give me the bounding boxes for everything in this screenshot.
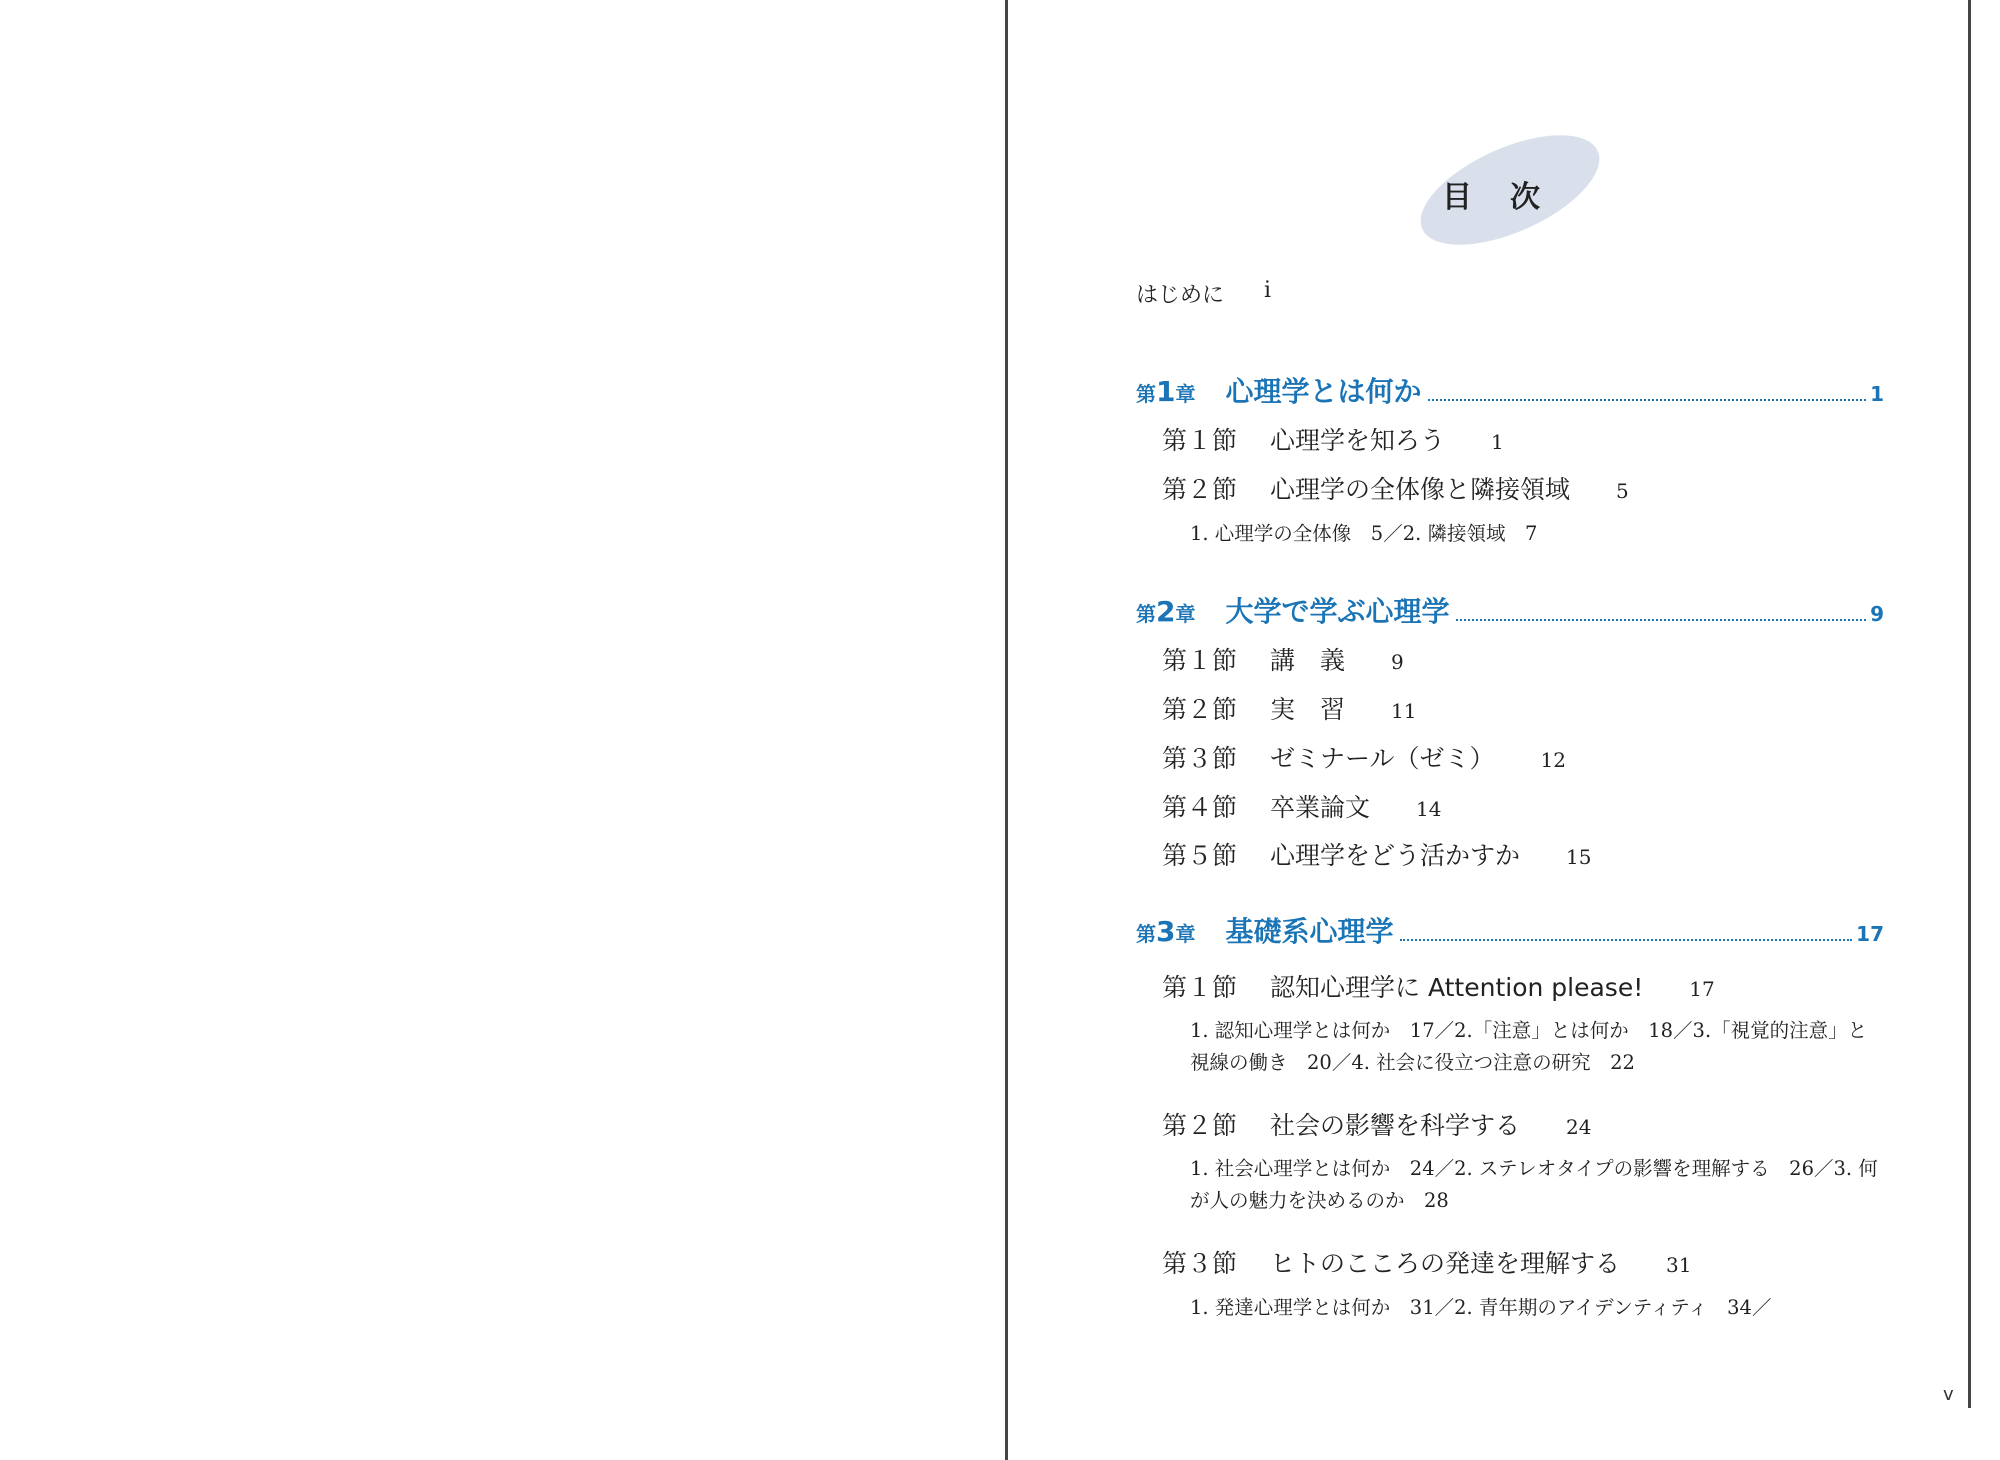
section-title: 卒業論文 (1270, 793, 1371, 822)
section-title: ヒトのこころの発達を理解する (1270, 1249, 1621, 1278)
section-page: 14 (1416, 797, 1442, 821)
section-label: 第１節 (1162, 973, 1238, 1002)
chapter-1-heading (1136, 370, 1884, 410)
section-page: 24 (1566, 1115, 1592, 1139)
section-entry (1162, 470, 1629, 504)
page-number: v (1943, 1384, 1954, 1405)
toc-title: 目 次 (1442, 180, 1544, 215)
section-title: 実 習 (1270, 695, 1346, 724)
section-entry (1162, 690, 1416, 724)
toc-entry-intro (1136, 278, 1271, 306)
section-title: 講 義 (1270, 646, 1346, 675)
section-label: 第５節 (1162, 841, 1238, 870)
section-page: 31 (1666, 1253, 1692, 1277)
subsection-list: 1. 社会心理学とは何か 24／2. ステレオタイプの影響を理解する 26／3. 何が人の魅力を決めるのか 28 (1190, 1157, 1878, 1212)
subsection-list: 1. 発達心理学とは何か 31／2. 青年期のアイデンティティ 34／ (1190, 1296, 1772, 1319)
section-page: 9 (1391, 650, 1404, 674)
section-title: 心理学を知ろう (1270, 426, 1446, 455)
section-label: 第４節 (1162, 793, 1238, 822)
section-entry (1162, 421, 1504, 455)
section-label: 第１節 (1162, 426, 1238, 455)
chapter-page: 1 (1870, 382, 1884, 406)
intro-label: はじめに (1136, 283, 1225, 308)
section-page: 1 (1491, 430, 1504, 454)
intro-page: i (1264, 278, 1272, 303)
section-label: 第２節 (1162, 475, 1238, 504)
section-entry (1162, 739, 1566, 773)
section-label: 第２節 (1162, 695, 1238, 724)
section-entry (1162, 1106, 1591, 1140)
section-page: 5 (1616, 479, 1629, 503)
subsection-list: 1. 認知心理学とは何か 17／2.「注意」とは何か 18／3.「視覚的注意」と視線の働き 20／4. 社会に役立つ注意の研究 22 (1190, 1019, 1868, 1074)
chapter-title: 大学で学ぶ心理学 (1225, 595, 1450, 628)
chapter-title: 心理学とは何か (1225, 375, 1422, 408)
section-entry (1162, 641, 1404, 675)
leader-dots (1428, 399, 1867, 401)
page-edge-rule-right (1968, 0, 1971, 1408)
section-entry (1162, 968, 1715, 1002)
section-label: 第１節 (1162, 646, 1238, 675)
section-label: 第３節 (1162, 744, 1238, 773)
section-entry (1162, 788, 1441, 822)
leader-dots (1456, 619, 1867, 621)
section-title: 認知心理学に Attention please! (1270, 973, 1644, 1002)
chapter-title: 基礎系心理学 (1225, 915, 1394, 948)
chapter-number: 第1章 (1136, 375, 1196, 408)
section-title: 社会の影響を科学する (1270, 1111, 1521, 1140)
section-page: 11 (1391, 699, 1417, 723)
section-page: 12 (1540, 748, 1566, 772)
chapter-page: 9 (1870, 602, 1884, 626)
chapter-number: 第2章 (1136, 595, 1196, 628)
section-page: 15 (1566, 845, 1592, 869)
leader-dots (1400, 939, 1853, 941)
section-title: ゼミナール（ゼミ） (1270, 744, 1495, 773)
section-label: 第３節 (1162, 1249, 1238, 1278)
subsection-list: 1. 心理学の全体像 5／2. 隣接領域 7 (1190, 522, 1538, 545)
chapter-3-heading (1136, 910, 1884, 950)
section-entry (1162, 1244, 1691, 1278)
section-entry (1162, 836, 1591, 870)
section-title: 心理学の全体像と隣接領域 (1270, 475, 1571, 504)
chapter-2-heading (1136, 590, 1884, 630)
section-page: 17 (1689, 977, 1715, 1001)
section-title: 心理学をどう活かすか (1270, 841, 1521, 870)
chapter-number: 第3章 (1136, 915, 1196, 948)
toc-page (1008, 0, 1968, 1460)
chapter-page: 17 (1856, 922, 1884, 946)
section-label: 第２節 (1162, 1111, 1238, 1140)
